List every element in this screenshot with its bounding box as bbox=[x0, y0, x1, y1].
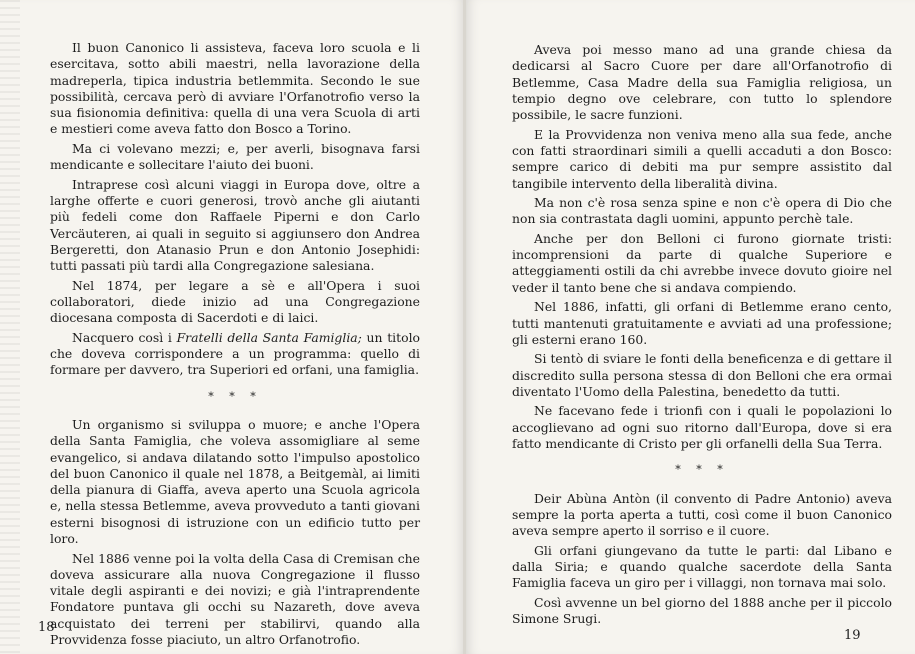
page-number: 19 bbox=[844, 628, 861, 643]
paragraph: Aveva poi messo mano ad una grande chiesa da dedicarsi al Sacro Cuore per dare all'Orfanotrofio di Betlemme, Casa Madre della sua Famiglia religiosa, un tempio degno ove celebrare, con tutto lo splendore possibile, le sacre funzioni. bbox=[512, 42, 892, 123]
paragraph: Nel 1886, infatti, gli orfani di Betlemme erano cento, tutti mantenuti gratuitamente e avviati ad una professione; gli esterni erano 160. bbox=[512, 299, 892, 347]
paragraph: Nel 1874, per legare a sè e all'Opera i suoi collaboratori, diede inizio ad una Congregazione diocesana composta di Sacerdoti e di laici. bbox=[50, 277, 420, 326]
section-separator: * * * bbox=[675, 463, 729, 477]
paragraph: Un organismo si sviluppa o muore; e anche l'Opera della Santa Famiglia, che voleva assomigliare al seme evangelico, si andava dilatando sotto l'impulso apostolico del buon Canonico il quale nel 1878, a Beitgemàl, ai limiti della pianura di Giaffa, aveva aperto una Scuola agricola e, nella stessa Betlemme, aveva provveduto a tanti giovani esterni bisognosi di istruzione con un edificio tutto per loro. bbox=[50, 416, 420, 547]
right-page bbox=[466, 0, 915, 654]
paragraph: Intraprese così alcuni viaggi in Europa dove, oltre a larghe offerte e cuori generosi, trovò anche gli aiutanti più fedeli come don Raffaele Piperni e don Carlo Vercäuteren, ai quali in seguito si aggiunsero don Andrea Bergeretti, don Atanasio Prun e don Antonio Josephidi: tutti passati più tardi alla Congregazione salesiana. bbox=[50, 176, 420, 274]
paragraph: Gli orfani giungevano da tutte le parti: dal Libano e dalla Siria; e quando qualche sacerdote della Santa Famiglia faceva un giro per i villaggi, non tornava mai solo. bbox=[512, 542, 892, 591]
paragraph-fratelli bbox=[50, 330, 420, 379]
section-separator: * * * bbox=[208, 389, 262, 403]
text-run: Nacquero così i bbox=[72, 329, 177, 345]
page-edge-marks bbox=[0, 0, 20, 654]
paragraph: Deir Abùna Antòn (il convento di Padre Antonio) aveva sempre la porta aperta a tutti, così come il buon Canonico aveva sempre aperto il sorriso e il cuore. bbox=[512, 490, 892, 539]
paragraph: Si tentò di sviare le fonti della beneficenza e di gettare il discredito sulla persona stessa di don Belloni che era ormai diventato l'Uomo della Palestina, benedetto da tutti. bbox=[512, 351, 892, 399]
paragraph: E la Provvidenza non veniva meno alla sua fede, anche con fatti straordinari simili a quelli accaduti a don Bosco: sempre carico di debiti ma pur sempre assistito dal tangibile intervento della liberalità divina. bbox=[512, 126, 892, 191]
right-page-body bbox=[512, 42, 892, 630]
paragraph: Ne facevano fede i trionfi con i quali le popolazioni lo accoglievano ad ogni suo ritorno dall'Europa, dove si era fatto mendicante di Cristo per gli orfanelli della Sua Terra. bbox=[512, 403, 892, 451]
paragraph: Ma non c'è rosa senza spine e non c'è opera di Dio che non sia contrastata dagli uomini, appunto perchè tale. bbox=[512, 195, 892, 227]
paragraph: Nel 1886 venne poi la volta della Casa di Cremisan che doveva assicurare alla nuova Congregazione il flusso vitale degli aspiranti e dei novizi; e già l'intraprendente Fondatore puntava gli occhi su Nazareth, dove aveva acquistato dei terreni per stabilirvi, quando alla Provvidenza fosse piaciuto, un altro Orfanotrofio. bbox=[50, 550, 420, 648]
paragraph: Così avvenne un bel giorno del 1888 anche per il piccolo Simone Srugi. bbox=[512, 594, 892, 626]
text-run: un titolo che doveva corrispondere a un programma: quello di formare per davvero, tra Superiori ed orfani, una famiglia. bbox=[50, 329, 420, 378]
paragraph: Ma ci volevano mezzi; e, per averli, bisognava farsi mendicante e sollecitare l'aiuto dei buoni. bbox=[50, 140, 420, 173]
left-page-body bbox=[50, 40, 420, 652]
paragraph: Anche per don Belloni ci furono giornate tristi: incomprensioni da parte di qualche Superiore e atteggiamenti ostili da chi avrebbe invece dovuto gioire nel veder il tanto bene che si andava compiendo. bbox=[512, 230, 892, 295]
page-number: 18 bbox=[38, 620, 55, 635]
italic-title: Fratelli della Santa Famiglia; bbox=[176, 329, 362, 345]
paragraph: Il buon Canonico li assisteva, faceva loro scuola e li esercitava, sotto abili maestri, nella lavorazione della madreperla, tipica industria betlemmita. Secondo le sue possibilità, cercava però di avviare l'Orfanotrofio verso la sua fisionomia definitiva: quella di una vera Scuola di arti e mestieri come aveva fatto don Bosco a Torino. bbox=[50, 40, 420, 137]
